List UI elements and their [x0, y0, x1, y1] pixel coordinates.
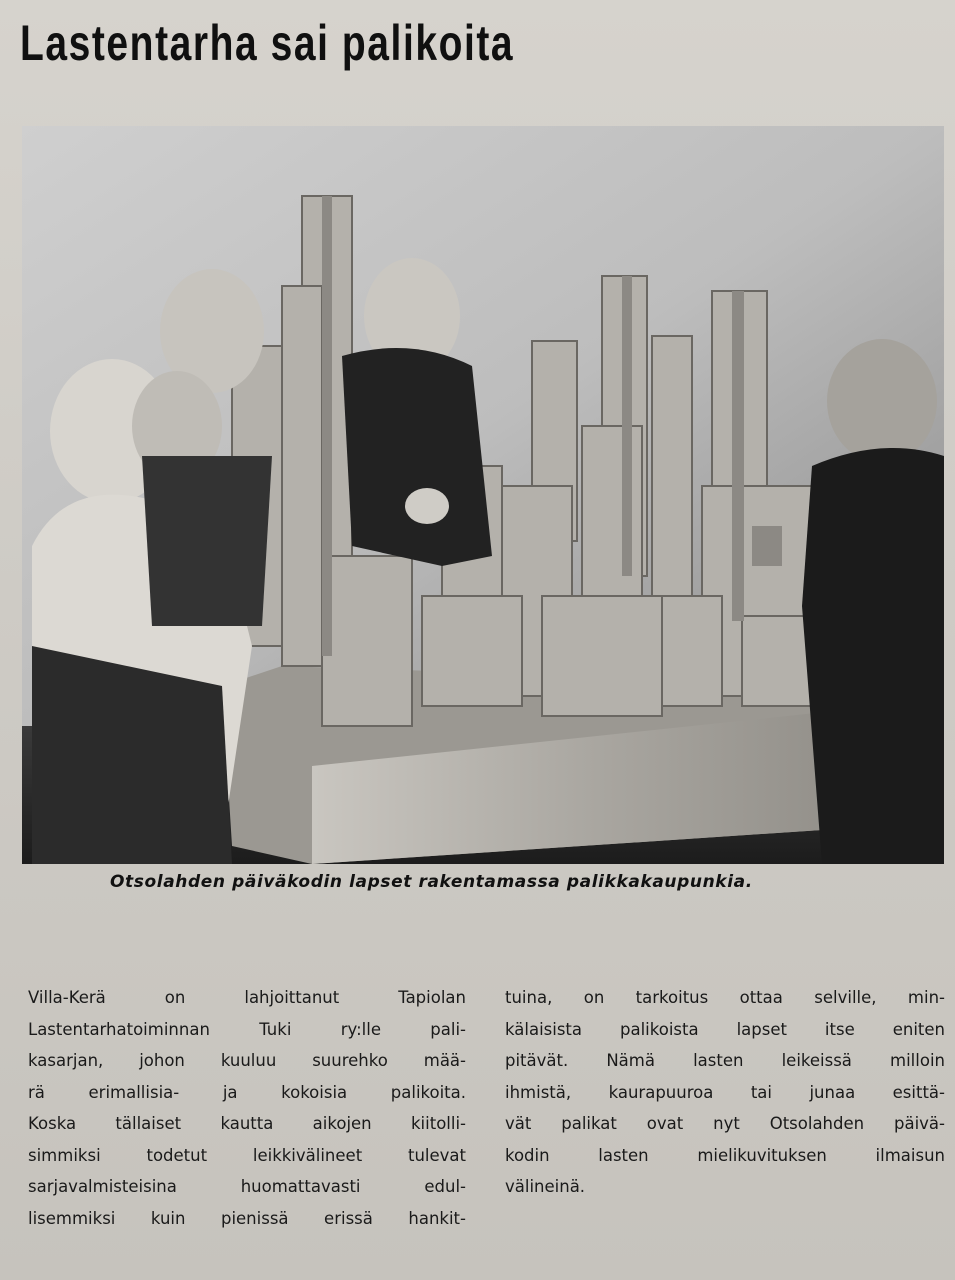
body-line: Lastentarhatoiminnan Tuki ry:lle pali-	[28, 1019, 466, 1039]
article-column-right	[505, 982, 945, 1203]
body-line: lisemmiksi kuin pienissä erissä hankit-	[28, 1208, 466, 1228]
body-line: rä erimallisia- ja kokoisia palikoita.	[28, 1082, 466, 1102]
body-line: vät palikat ovat nyt Otsolahden päivä-	[505, 1114, 945, 1133]
body-line: sarjavalmisteisina huomattavasti edul-	[28, 1177, 466, 1196]
body-line: Villa-Kerä on lahjoittanut Tapiolan	[28, 988, 466, 1007]
body-line: kodin lasten mielikuvituksen ilmaisun	[505, 1145, 945, 1165]
photo-children-building-block-city	[22, 126, 944, 864]
headline: Lastentarha sai palikoita	[20, 15, 515, 71]
body-line: pitävät. Nämä lasten leikeissä milloin	[505, 1051, 945, 1070]
body-line: kasarjan, johon kuuluu suurehko mää-	[28, 1051, 466, 1070]
body-line: Koska tällaiset kautta aikojen kiitolli-	[28, 1114, 466, 1133]
body-line: välineinä.	[505, 1177, 586, 1196]
article-column-left	[28, 982, 466, 1234]
body-line: kälaisista palikoista lapset itse eniten	[505, 1019, 945, 1039]
body-line: ihmistä, kaurapuuroa tai junaa esittä-	[505, 1082, 945, 1102]
body-line: tuina, on tarkoitus ottaa selville, min-	[505, 988, 945, 1007]
photo-caption: Otsolahden päiväkodin lapset rakentamassa palikkakaupunkia.	[110, 872, 753, 892]
body-line: simmiksi todetut leikkivälineet tulevat	[28, 1145, 466, 1165]
